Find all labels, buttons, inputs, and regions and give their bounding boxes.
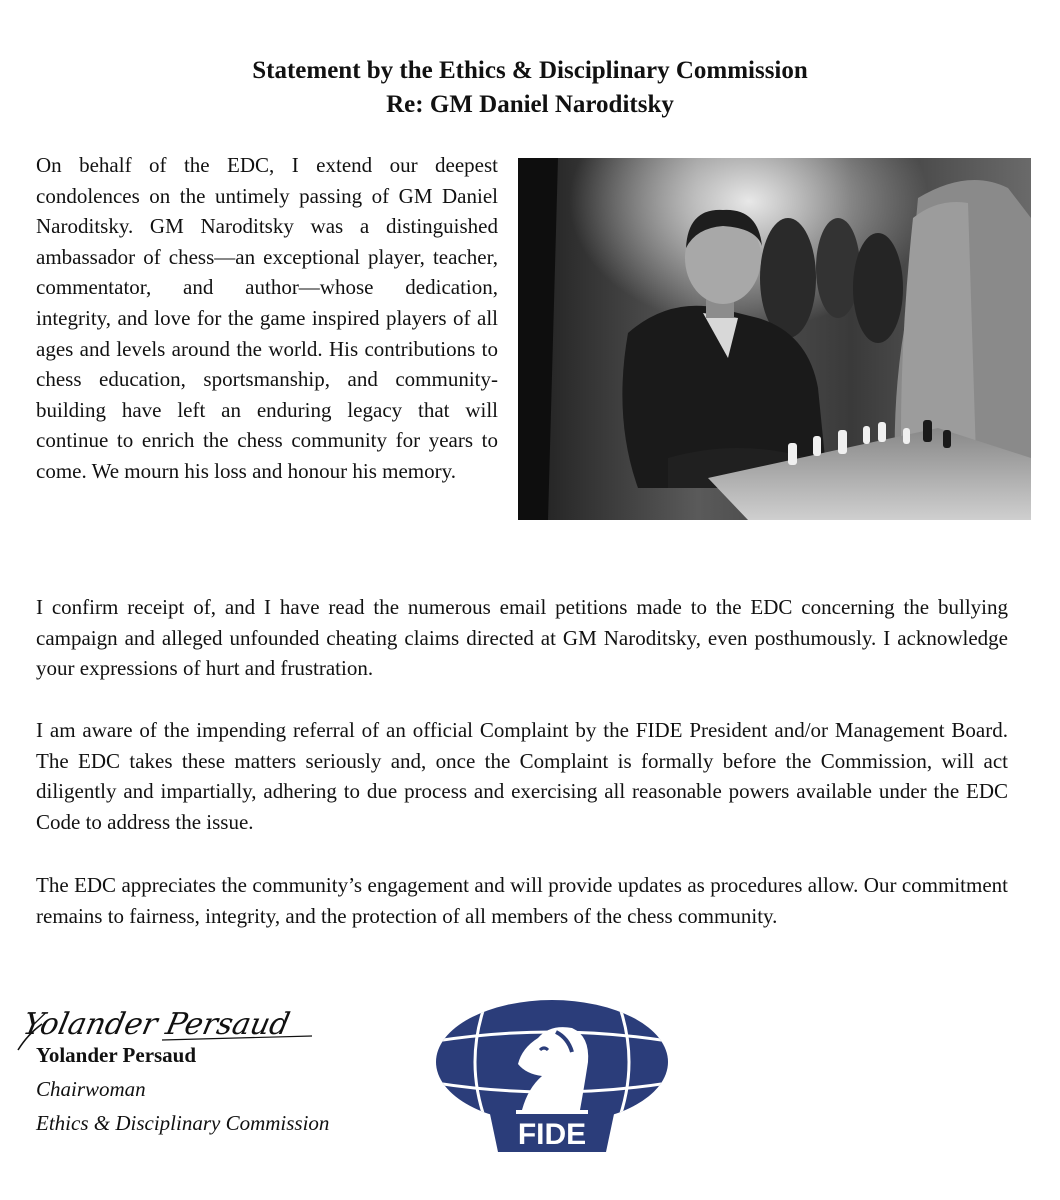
signatory-title: Chairwoman <box>36 1077 146 1101</box>
complaint-paragraph: I am aware of the impending referral of an official Complaint by the FIDE President and/or Management Board. The EDC takes these matters seriously and, once the Complaint is formally before the Commission, will act diligently and impartially, adhering to due process and exercising all reasonable powers available under the EDC Code to address the issue. <box>36 718 1008 834</box>
statement-title: Statement by the Ethics & Disciplinary Commission <box>252 57 808 84</box>
svg-text:Yolander Persaud: Yolander Persaud <box>19 1007 293 1042</box>
intro-paragraph: On behalf of the EDC, I extend our deepest condolences on the untimely passing of GM Daniel Naroditsky. GM Naroditsky was a distinguished ambassador of chess—an exceptional player, teacher, commentator, and author—whose dedication, integrity, and love for the game inspired players of all ages and levels around the world. His contributions to chess education, sportsmanship, and community-building have left an enduring legacy that will continue to enrich the chess community for years to come. We mourn his loss and honour his memory. <box>36 153 498 483</box>
signatory-name: Yolander Persaud <box>36 1043 197 1067</box>
signatory-organization: Ethics & Disciplinary Commission <box>36 1111 330 1135</box>
chess-player-photo <box>518 158 1031 520</box>
fide-logo <box>430 992 674 1154</box>
statement-subtitle: Re: GM Daniel Naroditsky <box>386 91 674 118</box>
petitions-paragraph: I confirm receipt of, and I have read the numerous email petitions made to the EDC concerning the bullying campaign and alleged unfounded cheating claims directed at GM Naroditsky, even posthumously. I acknowledge your expressions of hurt and frustration. <box>36 595 1008 681</box>
fide-logo-text: FIDE <box>517 1118 587 1151</box>
closing-paragraph: The EDC appreciates the community’s engagement and will provide updates as procedures allow. Our commitment remains to fairness, integrity, and the protection of all members of the chess community. <box>36 873 1008 928</box>
